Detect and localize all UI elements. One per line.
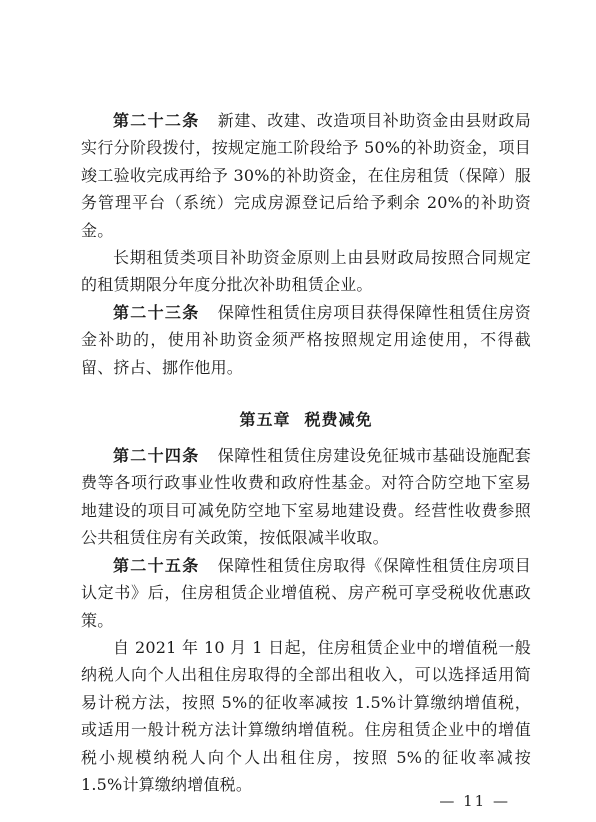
article-number: 第二十四条 — [113, 446, 200, 466]
chapter-number: 第五章 — [239, 410, 291, 430]
paragraph-long-term-subsidy — [81, 244, 531, 299]
paragraph-article-23 — [81, 299, 531, 381]
paragraph-article-22 — [81, 107, 531, 244]
paragraph-text: 保障性租赁住房取得《保障性租赁住房项目认定书》后，住房租赁企业增值税、房产税可享受税收优惠政策。 — [81, 555, 531, 630]
paragraph-text: 长期租赁类项目补助资金原则上由县财政局按照合同规定的租赁期限分年度分批次补助租赁企业。 — [81, 248, 531, 295]
article-number: 第二十三条 — [113, 302, 200, 322]
paragraph-article-25 — [81, 552, 531, 634]
paragraph-text: 新建、改建、改造项目补助资金由县财政局实行分阶段拨付，按规定施工阶段给予 50%的补助资金，项目竣工验收完成再给予 30%的补助资金，在住房租赁（保障）服务管理平台（系统）完成房源登记后给予剩余 20%的补助资金。 — [81, 111, 531, 240]
article-number: 第二十五条 — [113, 555, 200, 575]
article-number: 第二十二条 — [113, 111, 200, 130]
chapter-heading — [81, 408, 531, 432]
paragraph-text: 自 2021 年 10 月 1 日起，住房租赁企业中的增值税一般纳税人向个人出租住房取得的全部出租收入，可以选择适用简易计税方法，按照 5%的征收率减按 1.5%计算缴纳增值税，或适用一般计税方法计算缴纳增值税。住房租赁企业中的增值税小规模纳税人向个人出租住房，按照 5%的征收率减按 1.5%计算缴纳增值税。 — [81, 637, 531, 794]
paragraph-vat-policy — [81, 634, 531, 798]
paragraph-text: 保障性租赁住房建设免征城市基础设施配套费等各项行政事业性收费和政府性基金。对符合防空地下室易地建设的项目可减免防空地下室易地建设费。经营性收费参照公共租赁住房有关政策，按低限减半收取。 — [81, 446, 531, 548]
page-number: — 11 — — [439, 792, 510, 810]
paragraph-text: 保障性租赁住房项目获得保障性租赁住房资金补助的，使用补助资金须严格按照规定用途使用，不得截留、挤占、挪作他用。 — [81, 302, 531, 377]
paragraph-article-24 — [81, 442, 531, 552]
document-body — [81, 107, 531, 798]
chapter-title: 税费减免 — [304, 410, 373, 430]
